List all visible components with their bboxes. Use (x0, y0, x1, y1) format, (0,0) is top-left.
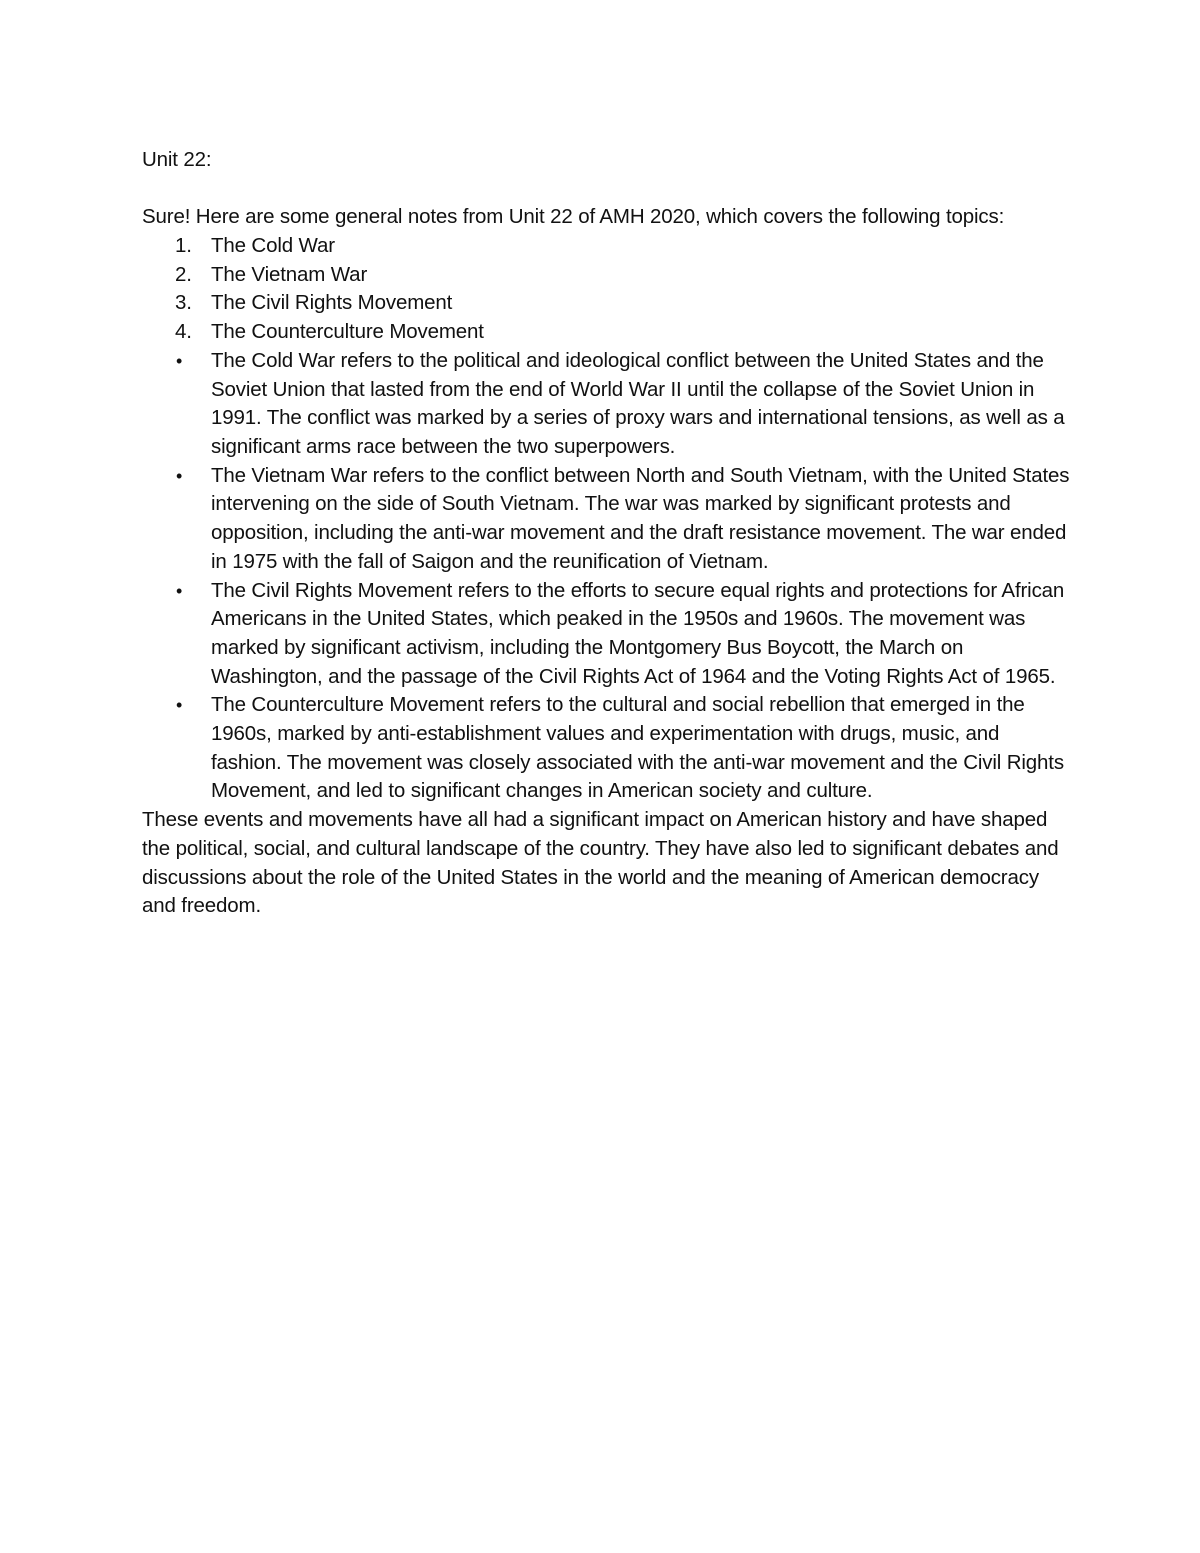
topic-item (142, 289, 1072, 318)
note-item (142, 691, 1072, 806)
notes-list (142, 347, 1072, 806)
document-title: Unit 22: (142, 148, 212, 171)
blank-line (142, 175, 1072, 204)
topic-number: 4. (175, 320, 192, 344)
note-item (142, 462, 1072, 577)
bullet-icon: • (176, 465, 183, 486)
topic-text: The Vietnam War (211, 262, 368, 286)
note-item (142, 577, 1072, 692)
note-text: The Civil Rights Movement refers to the efforts to secure equal rights and protections for African Americans in the United States, which peaked in the 1950s and 1960s. The movement was marked by significant activism, including the Montgomery Bus Boycott, the March on Washington, and the passage of the Civil Rights Act of 1964 and the Voting Rights Act of 1965. (211, 578, 1065, 688)
note-text: The Vietnam War refers to the conflict between North and South Vietnam, with the United States intervening on the side of South Vietnam. The war was marked by significant protests and opposition, including the anti-war movement and the draft resistance movement. The war ended in 1975 with the fall of Saigon and the reunification of Vietnam. (211, 463, 1070, 573)
topic-number: 3. (175, 291, 192, 315)
bullet-icon: • (176, 580, 183, 601)
bullet-icon: • (176, 695, 183, 716)
topic-text: The Civil Rights Movement (211, 291, 453, 315)
topic-text: The Cold War (211, 234, 335, 258)
document-body (142, 146, 1072, 921)
topics-list (142, 232, 1072, 347)
closing-paragraph: These events and movements have all had a significant impact on American history and have shaped the political, social, and cultural landscape of the country. They have also led to significant debates and discussions about the role of the United States in the world and the meaning of American democracy and freedom. (142, 808, 1059, 918)
topic-text: The Counterculture Movement (211, 320, 484, 344)
note-text: The Cold War refers to the political and ideological conflict between the United States and the Soviet Union that lasted from the end of World War II until the collapse of the Soviet Union in 1991. The conflict was marked by a series of proxy wars and international tensions, as well as a significant arms race between the two superpowers. (211, 348, 1065, 458)
note-item (142, 347, 1072, 462)
topic-item (142, 318, 1072, 347)
topic-number: 1. (175, 234, 192, 258)
bullet-icon: • (176, 350, 183, 371)
intro-paragraph: Sure! Here are some general notes from Unit 22 of AMH 2020, which covers the following topics: (142, 205, 1005, 229)
topic-number: 2. (175, 262, 192, 286)
note-text: The Counterculture Movement refers to the cultural and social rebellion that emerged in the 1960s, marked by anti-establishment values and experimentation with drugs, music, and fashion. The movement was closely associated with the anti-war movement and the Civil Rights Movement, and led to significant changes in American society and culture. (211, 693, 1064, 803)
topic-item (142, 261, 1072, 290)
topic-item (142, 232, 1072, 261)
